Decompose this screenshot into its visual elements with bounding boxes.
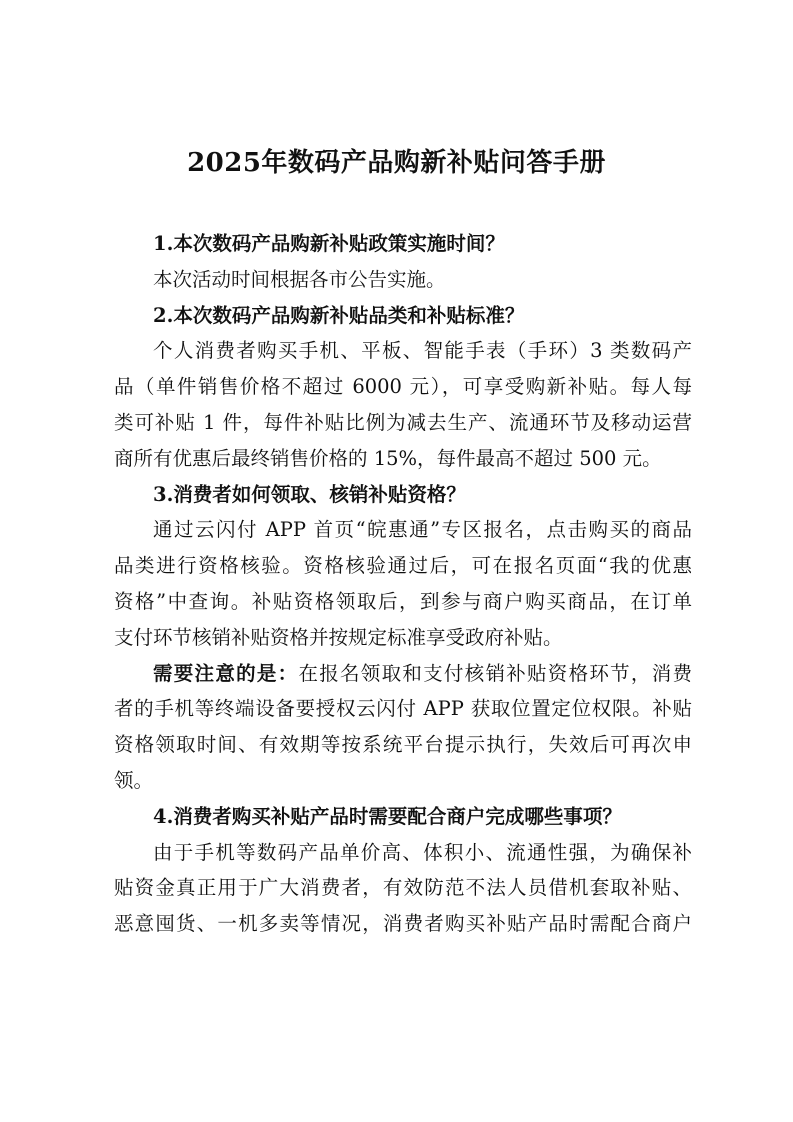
section-heading: 4.消费者购买补贴产品时需要配合商户完成哪些事项？ <box>153 804 622 828</box>
paragraph-line: 品类进行资格核验。资格核验通过后，可在报名页面“我的优惠 <box>114 554 692 578</box>
paragraph-line: 恶意囤货、一机多卖等情况，消费者购买补贴产品时需配合商户 <box>114 912 692 936</box>
paragraph-line: 由于手机等数码产品单价高、体积小、流通性强，为确保补 <box>153 840 692 864</box>
note-paragraph-first-line <box>114 656 692 692</box>
paragraph-line: 通过云闪付 APP 首页“皖惠通”专区报名，点击购买的商品 <box>153 518 692 542</box>
section-heading: 3.消费者如何领取、核销补贴资格？ <box>153 482 466 506</box>
paragraph-line: 资格领取时间、有效期等按系统平台提示执行，失效后可再次申 <box>114 733 692 757</box>
paragraph-line: 领。 <box>114 768 154 792</box>
document-title: 2025年数码产品购新补贴问答手册 <box>187 148 606 178</box>
paragraph-line: 个人消费者购买手机、平板、智能手表（手环）3 类数码产 <box>153 339 692 363</box>
note-label: 需要注意的是： <box>153 661 299 685</box>
paragraph-line: 商所有优惠后最终销售价格的 15%，每件最高不超过 500 元。 <box>114 446 662 470</box>
note-text: 在报名领取和支付核销补贴资格环节，消费 <box>298 661 692 685</box>
paragraph-line: 资格”中查询。补贴资格领取后，到参与商户购买商品，在订单 <box>114 589 692 613</box>
paragraph-line: 类可补贴 1 件，每件补贴比例为减去生产、流通环节及移动运营 <box>114 410 692 434</box>
paragraph-line: 品（单件销售价格不超过 6000 元），可享受购新补贴。每人每 <box>114 375 692 399</box>
section-heading: 1.本次数码产品购新补贴政策实施时间？ <box>153 232 505 255</box>
paragraph-line: 贴资金真正用于广大消费者，有效防范不法人员借机套取补贴、 <box>114 876 692 900</box>
document-body <box>114 226 692 942</box>
paragraph-line: 支付环节核销补贴资格并按规定标准享受政府补贴。 <box>114 625 563 649</box>
paragraph-line: 者的手机等终端设备要授权云闪付 APP 获取位置定位权限。补贴 <box>114 697 692 721</box>
section-heading: 2.本次数码产品购新补贴品类和补贴标准？ <box>153 303 525 327</box>
paragraph-line: 本次活动时间根据各市公告实施。 <box>153 267 446 291</box>
